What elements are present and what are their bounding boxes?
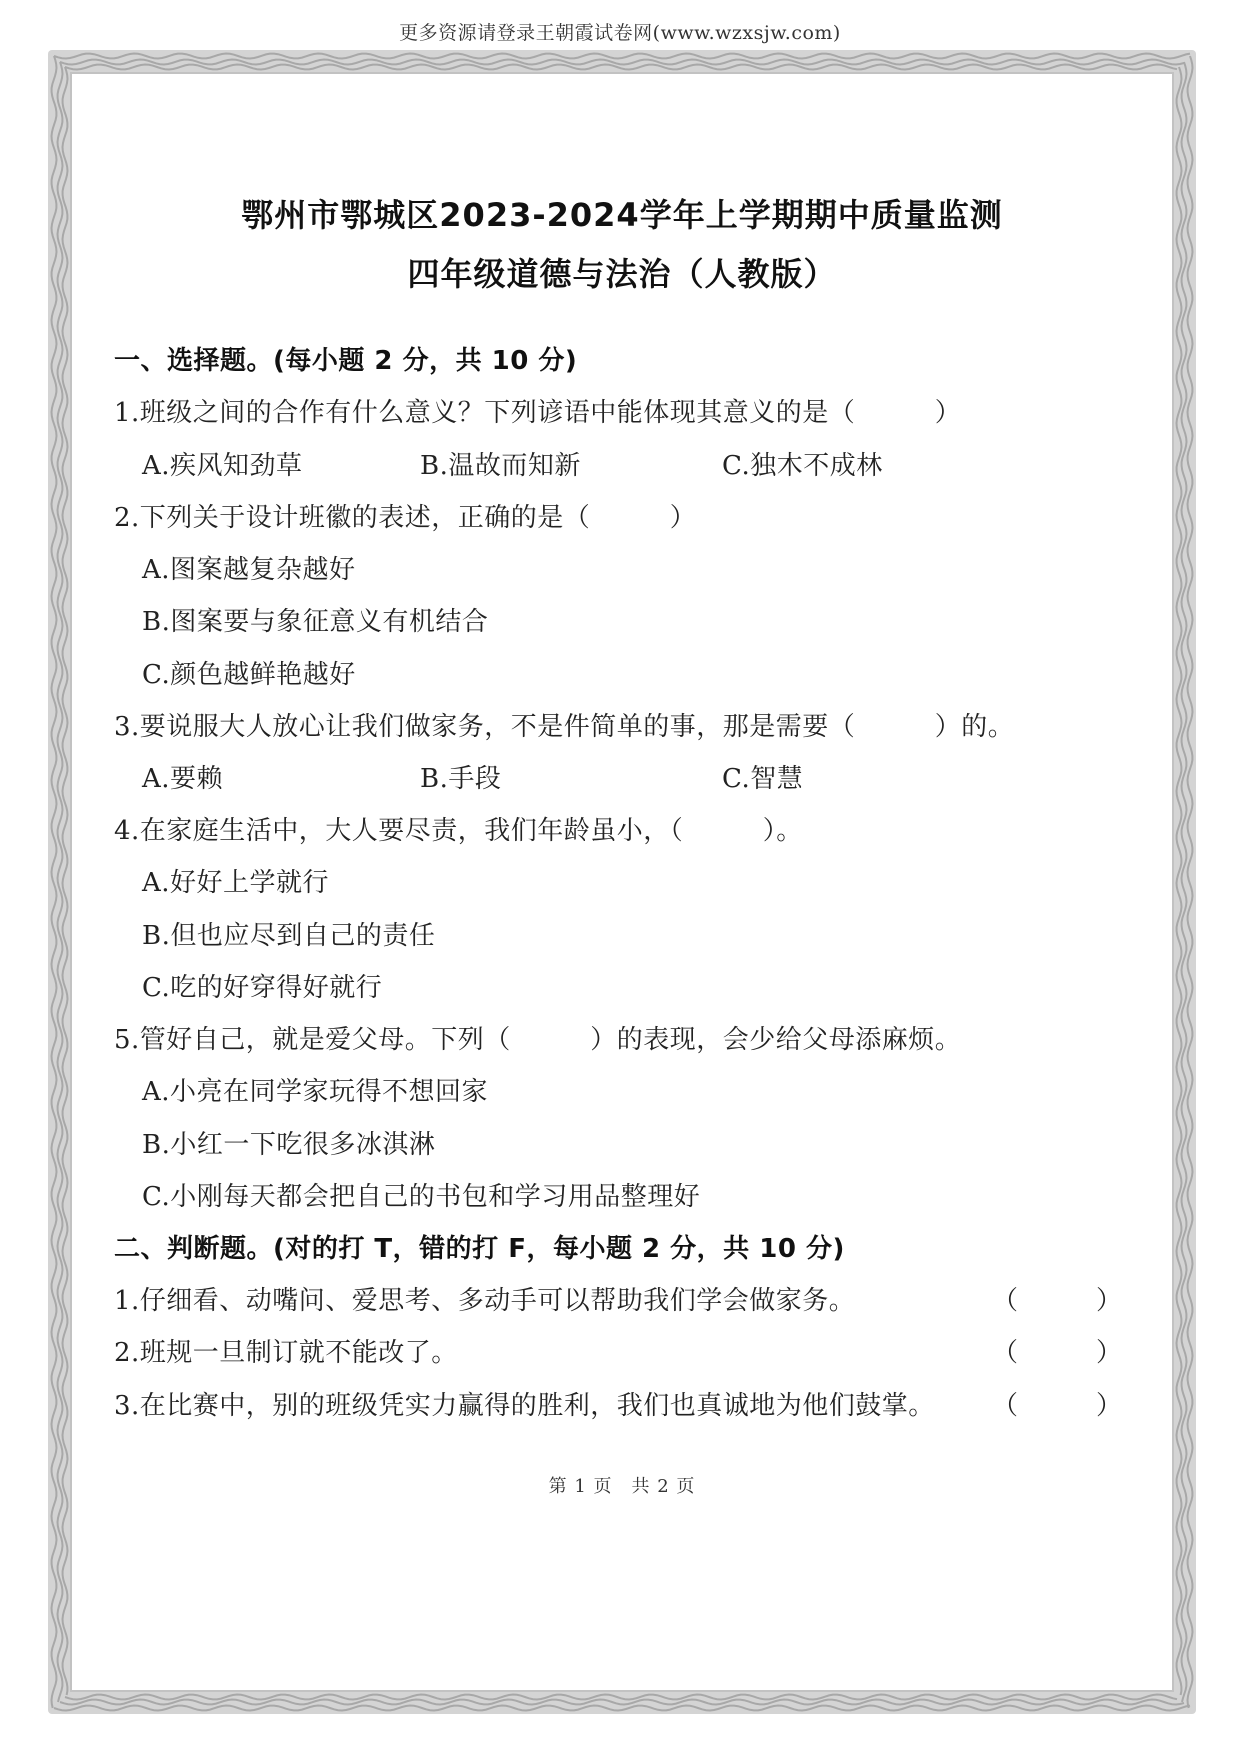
option-a: A.疾风知劲草 (142, 451, 303, 481)
section-heading-choice: 一、选择题。(每小题 2 分，共 10 分) (114, 346, 578, 376)
option-b: B.但也应尽到自己的责任 (142, 921, 436, 951)
section-heading-true-false: 二、判断题。(对的打 T，错的打 F，每小题 2 分，共 10 分) (114, 1234, 845, 1264)
question-stem: 2.下列关于设计班徽的表述，正确的是（ ） (114, 503, 697, 533)
border-wave (1188, 56, 1193, 1708)
option-c: C.颜色越鲜艳越好 (142, 660, 356, 690)
option-a: A.好好上学就行 (142, 868, 330, 898)
judgment-question: 1.仔细看、动嘴问、爱思考、多动手可以帮助我们学会做家务。 (114, 1286, 856, 1316)
option-c: C.独木不成林 (722, 451, 883, 481)
border-wave (54, 54, 1190, 59)
question-stem: 4.在家庭生活中，大人要尽责，我们年龄虽小，（ ）。 (114, 816, 803, 846)
judgment-question: 3.在比赛中，别的班级凭实力赢得的胜利，我们也真诚地为他们鼓掌。 (114, 1391, 935, 1421)
option-c: C.智慧 (722, 764, 804, 794)
source-note: 更多资源请登录王朝霞试卷网(www.wzxsjw.com) (399, 22, 841, 44)
option-b: B.手段 (420, 764, 502, 794)
answer-blank: （ ） (992, 1391, 1123, 1421)
judgment-question: 2.班规一旦制订就不能改了。 (114, 1338, 458, 1368)
decorative-frame (48, 50, 1196, 1714)
option-b: B.小红一下吃很多冰淇淋 (142, 1130, 436, 1160)
option-b: B.图案要与象征意义有机结合 (142, 607, 489, 637)
question-stem: 1.班级之间的合作有什么意义？下列谚语中能体现其意义的是（ ） (114, 398, 962, 428)
exam-paper (70, 72, 1174, 1692)
exam-title: 鄂州市鄂城区2023-2024学年上学期期中质量监测 (241, 196, 1003, 234)
answer-blank: （ ） (992, 1286, 1123, 1316)
question-stem: 3.要说服大人放心让我们做家务，不是件简单的事，那是需要（ ）的。 (114, 712, 1015, 742)
border-wave (54, 1706, 1190, 1711)
option-c: C.吃的好穿得好就行 (142, 973, 383, 1003)
option-b: B.温故而知新 (420, 451, 581, 481)
border-wave (60, 60, 1184, 65)
page-footer: 第 1 页 共 2 页 (548, 1476, 696, 1497)
option-a: A.要赖 (142, 764, 224, 794)
question-stem: 5.管好自己，就是爱父母。下列（ ）的表现，会少给父母添麻烦。 (114, 1025, 962, 1055)
border-wave (60, 1700, 1184, 1705)
option-a: A.图案越复杂越好 (142, 555, 356, 585)
exam-subtitle: 四年级道德与法治（人教版） (407, 255, 837, 293)
option-c: C.小刚每天都会把自己的书包和学习用品整理好 (142, 1182, 701, 1212)
option-a: A.小亮在同学家玩得不想回家 (142, 1077, 489, 1107)
answer-blank: （ ） (992, 1338, 1123, 1368)
border-wave (52, 56, 57, 1708)
